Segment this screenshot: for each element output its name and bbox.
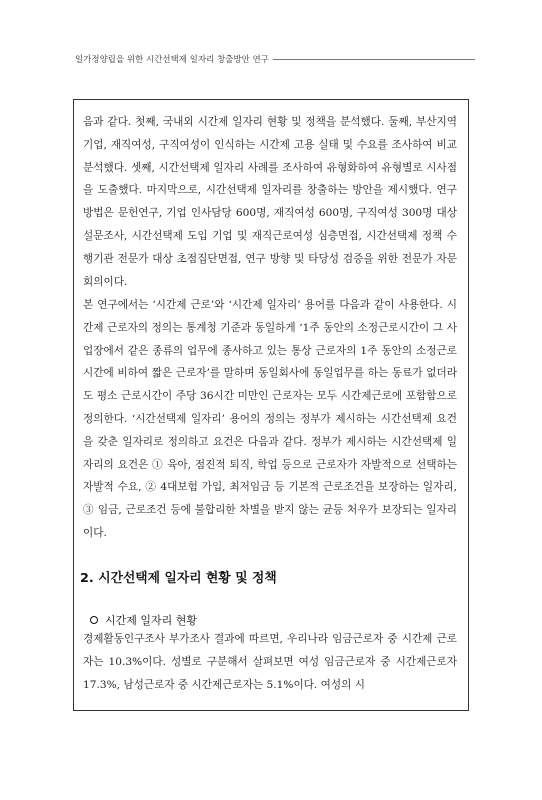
hollow-circle-icon: [90, 616, 98, 624]
running-header-title: 일가정양립을 위한 시간선택제 일자리 창출방안 연구: [75, 54, 269, 64]
subsection-title: [90, 612, 197, 628]
section-heading: 2. 시간선택제 일자리 현황 및 정책: [80, 571, 277, 586]
paragraph-research-scope: 음과 같다. 첫째, 국내외 시간제 일자리 현황 및 정책을 분석했다. 둘째, 부산지역 기업, 재직여성, 구직여성이 인식하는 시간제 고용 실태 및 수요를 조사하여 비교 분석했다. 셋째, 시간선택제 일자리 사례를 조사하여 유형화하여 유형별로 시사점을 도출했다. 마지막으로, 시간선택제 일자리를 창출하는 방안을 제시했다. 연구방법은 문헌연구, 기업 인사담당 600명, 재직여성 600명, 구직여성 300명 대상 설문조사, 시간선택제 도입 기업 및 재직근로여성 심층면접, 시간선택제 정책 수행기관 전문가 대상 초점집단면접, 연구 방향 및 타당성 검증을 위한 전문가 자문회의이다.: [83, 116, 457, 288]
paragraph-statistics: 경제활동인구조사 부가조사 결과에 따르면, 우리나라 임금근로자 중 시간제 근로자는 10.3%이다. 성별로 구분해서 살펴보면 여성 임금근로자 중 시간제근로자 17.3%, 남성근로자 중 시간제근로자는 5.1%이다. 여성의 시: [83, 633, 457, 691]
header-rule: [273, 59, 475, 60]
subsection-title-text: 시간제 일자리 현황: [105, 614, 198, 627]
paragraph-definitions: 본 연구에서는 ‘시간제 근로’와 ‘시간제 일자리’ 용어를 다음과 같이 사용한다. 시간제 근로자의 정의는 통계청 기준과 동일하게 ‘1주 동안의 소정근로시간이 그 사업장에서 같은 종류의 업무에 종사하고 있는 통상 근로자의 1주 동안의 소정근로시간에 비하여 짧은 근로자’를 말하며 동일회사에 동일업무를 하는 동료가 없더라도 평소 근로시간이 주당 36시간 미만인 근로자는 모두 시간제근로에 포함함으로 정의한다. ‘시간선택제 일자리’ 용어의 정의는 정부가 제시하는 시간선택제 요건을 갖춘 일자리로 정의하고 요건은 다음과 같다. 정부가 제시하는 시간선택제 일자리의 요건은 ① 육아, 점진적 퇴직, 학업 등으로 근로자가 자발적으로 선택하는 자발적 수요, ② 4대보험 가입, 최저임금 등 기본적 근로조건을 보장하는 일자리, ③ 임금, 근로조건 등에 불합리한 차별을 받지 않는 균등 처우가 보장되는 일자리이다.: [83, 299, 457, 539]
running-header: [75, 52, 475, 66]
